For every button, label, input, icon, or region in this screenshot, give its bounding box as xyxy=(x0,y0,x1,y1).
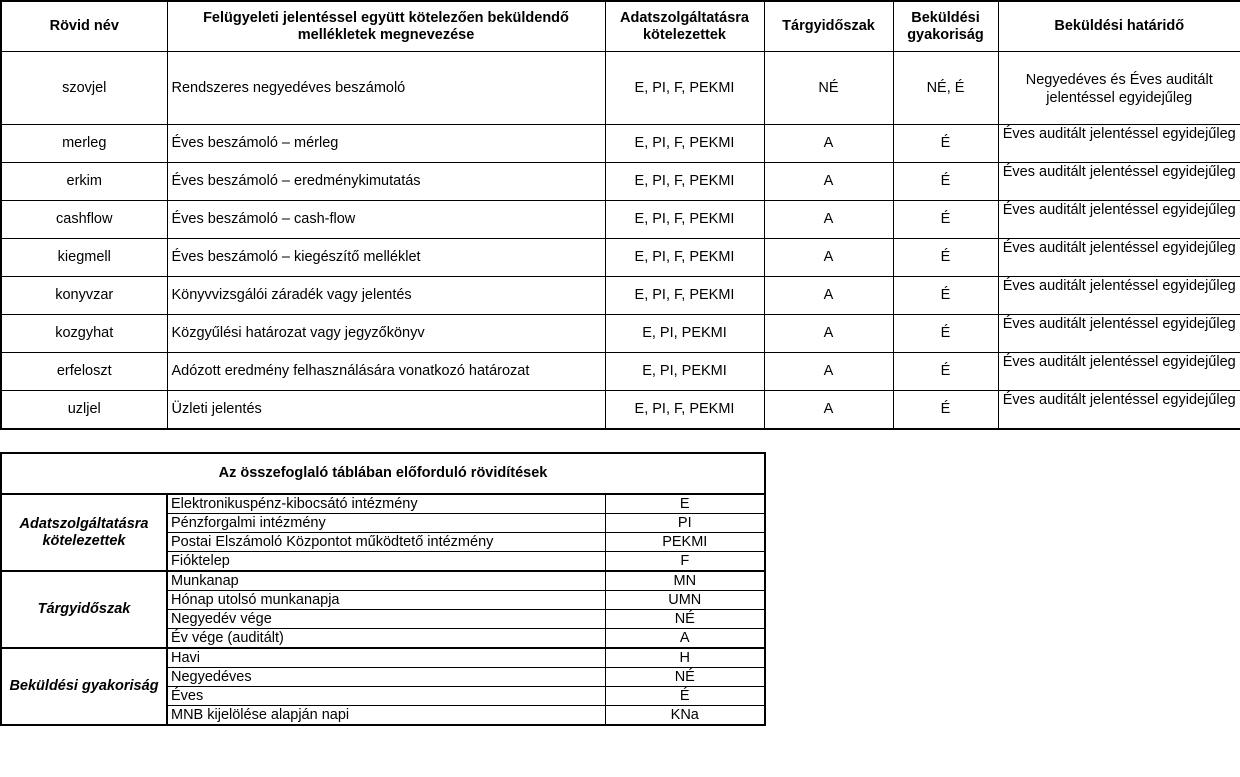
legend-item-desc: Munkanap xyxy=(167,571,605,591)
frequency-cell: NÉ, É xyxy=(893,52,998,125)
obliged-cell: E, PI, F, PEKMI xyxy=(605,201,764,239)
header-deadline: Beküldési határidő xyxy=(998,1,1240,52)
legend-item-code: A xyxy=(605,629,765,649)
deadline-cell: Éves auditált jelentéssel egyidejűleg xyxy=(998,125,1240,163)
frequency-cell: É xyxy=(893,277,998,315)
legend-item-desc: Elektronikuspénz-kibocsátó intézmény xyxy=(167,494,605,514)
table-row xyxy=(1,353,1240,391)
annex-name-cell: Üzleti jelentés xyxy=(167,391,605,430)
deadline-cell: Éves auditált jelentéssel egyidejűleg xyxy=(998,391,1240,430)
table-row xyxy=(1,52,1240,125)
short-name-cell: kiegmell xyxy=(1,239,167,277)
table-row xyxy=(1,239,1240,277)
frequency-cell: É xyxy=(893,391,998,430)
legend-item-code: NÉ xyxy=(605,610,765,629)
obliged-cell: E, PI, F, PEKMI xyxy=(605,125,764,163)
legend-group-label: Adatszolgáltatásra kötelezettek xyxy=(1,494,167,571)
legend-item-desc: Pénzforgalmi intézmény xyxy=(167,514,605,533)
legend-item-code: KNa xyxy=(605,706,765,726)
annex-name-cell: Éves beszámoló – mérleg xyxy=(167,125,605,163)
period-cell: A xyxy=(764,315,893,353)
legend-item-desc: MNB kijelölése alapján napi xyxy=(167,706,605,726)
annex-name-cell: Éves beszámoló – cash-flow xyxy=(167,201,605,239)
short-name-cell: erkim xyxy=(1,163,167,201)
short-name-cell: konyvzar xyxy=(1,277,167,315)
legend-item-desc: Negyedéves xyxy=(167,668,605,687)
obliged-cell: E, PI, PEKMI xyxy=(605,353,764,391)
annex-name-cell: Rendszeres negyedéves beszámoló xyxy=(167,52,605,125)
obliged-cell: E, PI, F, PEKMI xyxy=(605,239,764,277)
legend-item-code: NÉ xyxy=(605,668,765,687)
annex-name-cell: Közgyűlési határozat vagy jegyzőkönyv xyxy=(167,315,605,353)
frequency-cell: É xyxy=(893,163,998,201)
deadline-cell: Éves auditált jelentéssel egyidejűleg xyxy=(998,239,1240,277)
legend-item-code: E xyxy=(605,494,765,514)
period-cell: A xyxy=(764,125,893,163)
legend-item-desc: Év vége (auditált) xyxy=(167,629,605,649)
abbreviations-legend-table xyxy=(0,452,766,726)
period-cell: NÉ xyxy=(764,52,893,125)
short-name-cell: szovjel xyxy=(1,52,167,125)
legend-item-desc: Éves xyxy=(167,687,605,706)
legend-item-desc: Fióktelep xyxy=(167,552,605,572)
deadline-cell: Negyedéves és Éves auditált jelentéssel egyidejűleg xyxy=(998,52,1240,125)
header-frequency: Beküldési gyakoriság xyxy=(893,1,998,52)
deadline-cell: Éves auditált jelentéssel egyidejűleg xyxy=(998,353,1240,391)
period-cell: A xyxy=(764,277,893,315)
legend-item-code: PI xyxy=(605,514,765,533)
legend-item-code: F xyxy=(605,552,765,572)
frequency-cell: É xyxy=(893,353,998,391)
header-row xyxy=(1,1,1240,52)
deadline-cell: Éves auditált jelentéssel egyidejűleg xyxy=(998,315,1240,353)
obliged-cell: E, PI, PEKMI xyxy=(605,315,764,353)
period-cell: A xyxy=(764,353,893,391)
table-row xyxy=(1,125,1240,163)
annex-name-cell: Éves beszámoló – eredménykimutatás xyxy=(167,163,605,201)
header-obliged: Adatszolgáltatásra kötelezettek xyxy=(605,1,764,52)
short-name-cell: erfeloszt xyxy=(1,353,167,391)
legend-title: Az összefoglaló táblában előforduló rövidítések xyxy=(1,453,765,494)
table-row xyxy=(1,201,1240,239)
frequency-cell: É xyxy=(893,125,998,163)
deadline-cell: Éves auditált jelentéssel egyidejűleg xyxy=(998,163,1240,201)
table-row xyxy=(1,277,1240,315)
header-period: Tárgyidőszak xyxy=(764,1,893,52)
table-row xyxy=(1,391,1240,430)
legend-item-desc: Negyedév vége xyxy=(167,610,605,629)
legend-item-code: H xyxy=(605,648,765,668)
legend-item-desc: Postai Elszámoló Központot működtető intézmény xyxy=(167,533,605,552)
obliged-cell: E, PI, F, PEKMI xyxy=(605,163,764,201)
short-name-cell: merleg xyxy=(1,125,167,163)
legend-item-code: É xyxy=(605,687,765,706)
table-row xyxy=(1,315,1240,353)
deadline-cell: Éves auditált jelentéssel egyidejűleg xyxy=(998,277,1240,315)
short-name-cell: cashflow xyxy=(1,201,167,239)
short-name-cell: uzljel xyxy=(1,391,167,430)
legend-item-code: UMN xyxy=(605,591,765,610)
period-cell: A xyxy=(764,391,893,430)
table-row xyxy=(1,163,1240,201)
legend-group-label: Tárgyidőszak xyxy=(1,571,167,648)
annex-name-cell: Könyvvizsgálói záradék vagy jelentés xyxy=(167,277,605,315)
annex-name-cell: Adózott eredmény felhasználására vonatkozó határozat xyxy=(167,353,605,391)
header-short-name: Rövid név xyxy=(1,1,167,52)
period-cell: A xyxy=(764,201,893,239)
legend-item-desc: Havi xyxy=(167,648,605,668)
short-name-cell: kozgyhat xyxy=(1,315,167,353)
legend-item-desc: Hónap utolsó munkanapja xyxy=(167,591,605,610)
legend-item-code: MN xyxy=(605,571,765,591)
frequency-cell: É xyxy=(893,201,998,239)
period-cell: A xyxy=(764,163,893,201)
frequency-cell: É xyxy=(893,315,998,353)
deadline-cell: Éves auditált jelentéssel egyidejűleg xyxy=(998,201,1240,239)
legend-group-label: Beküldési gyakoriság xyxy=(1,648,167,725)
obliged-cell: E, PI, F, PEKMI xyxy=(605,277,764,315)
legend-item-code: PEKMI xyxy=(605,533,765,552)
annex-name-cell: Éves beszámoló – kiegészítő melléklet xyxy=(167,239,605,277)
frequency-cell: É xyxy=(893,239,998,277)
period-cell: A xyxy=(764,239,893,277)
obliged-cell: E, PI, F, PEKMI xyxy=(605,52,764,125)
header-annex-name: Felügyeleti jelentéssel együtt kötelezően beküldendő mellékletek megnevezése xyxy=(167,1,605,52)
obliged-cell: E, PI, F, PEKMI xyxy=(605,391,764,430)
